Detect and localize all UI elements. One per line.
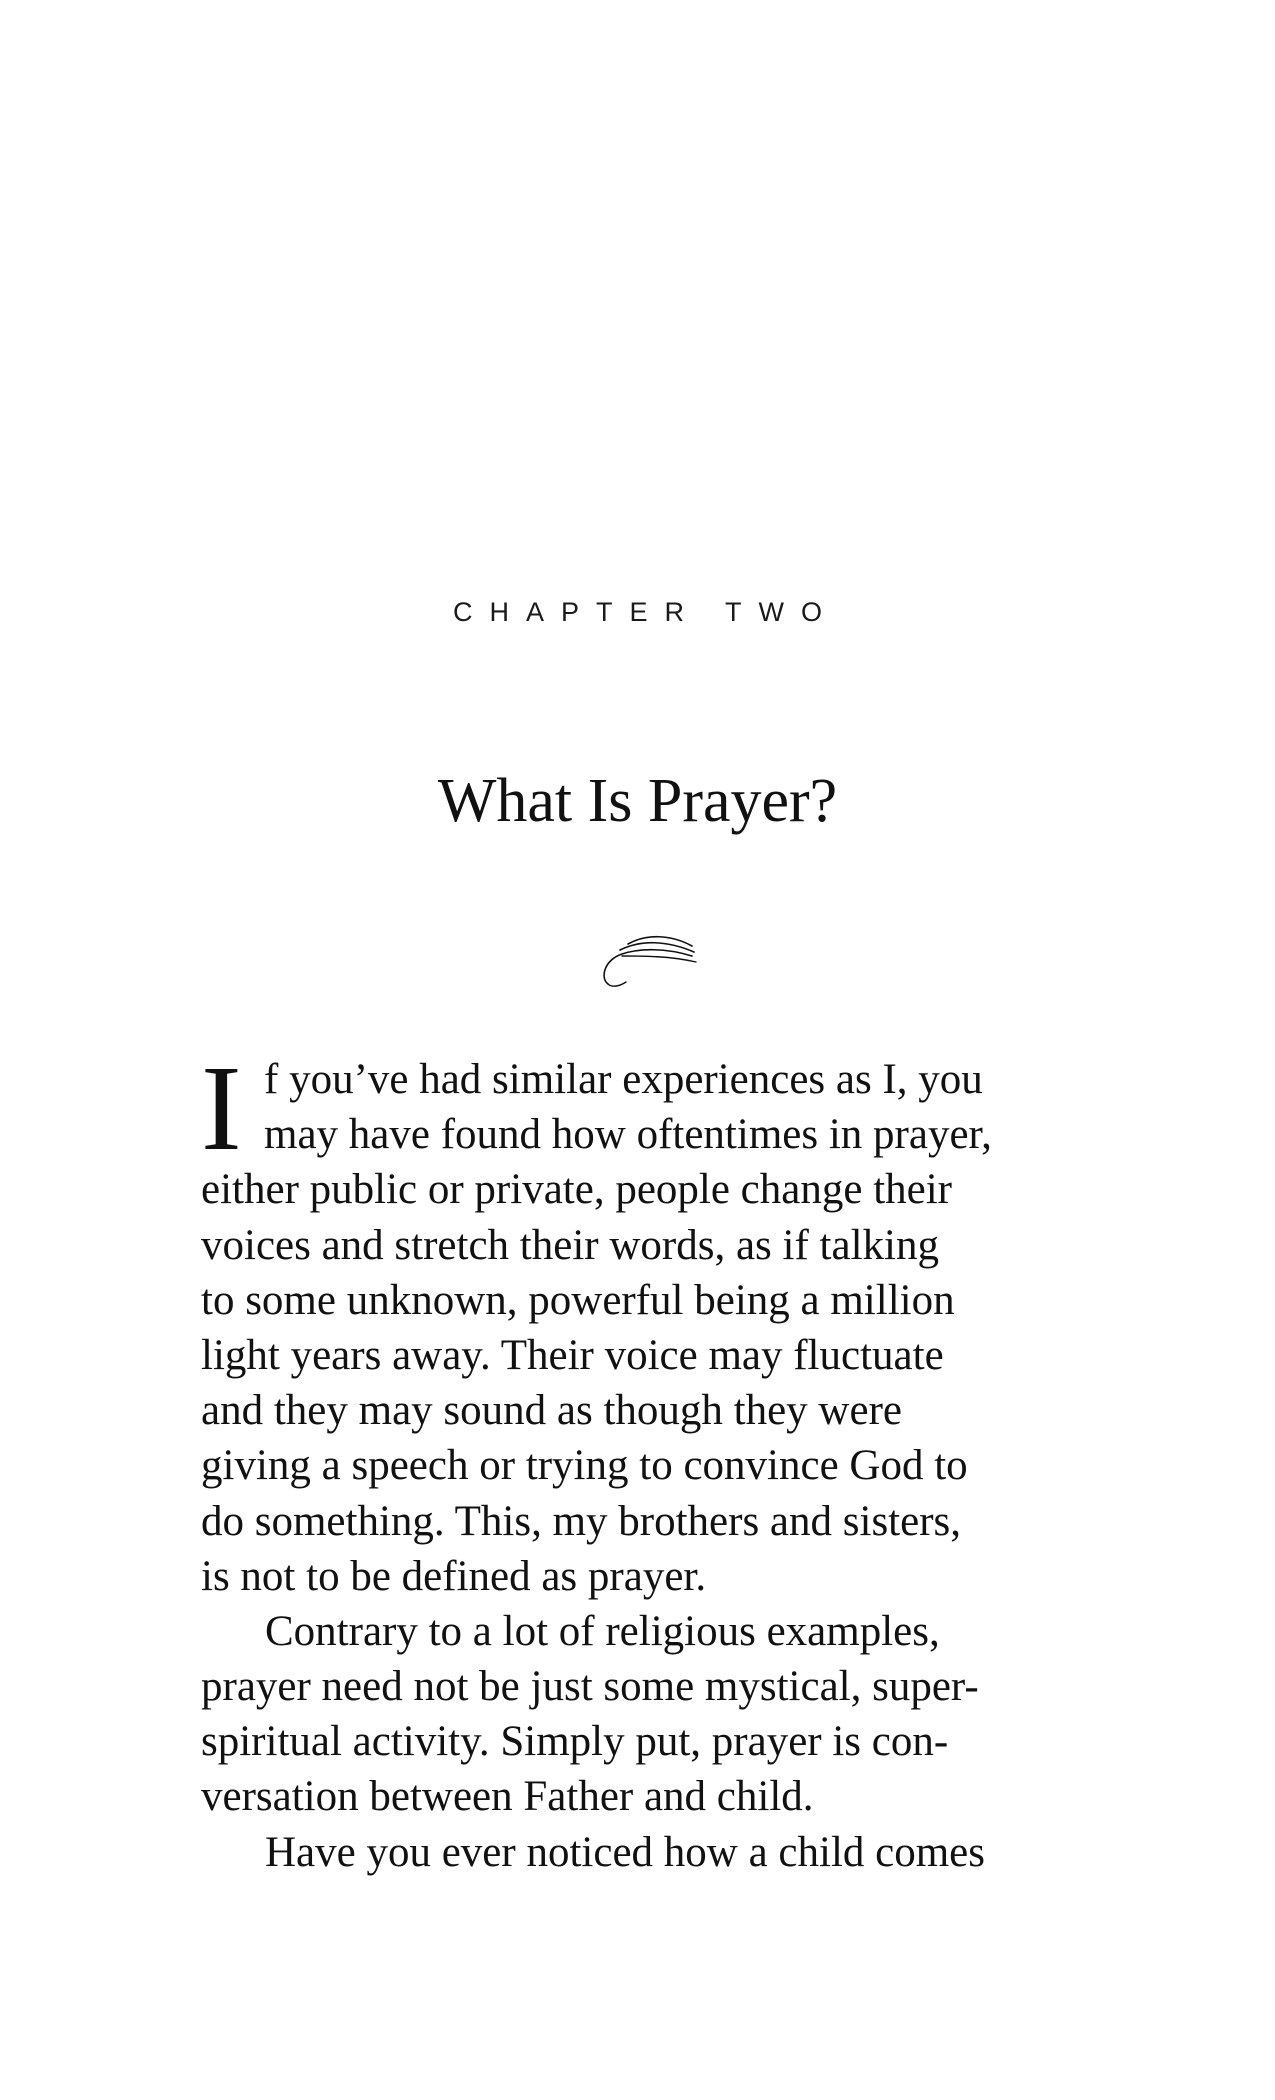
chapter-title: What Is Prayer? xyxy=(437,767,838,835)
body-line: giving a speech or trying to convince God to xyxy=(201,1442,968,1490)
body-line: spiritual activity. Simply put, prayer is con- xyxy=(201,1718,949,1766)
body-line: either public or private, people change their xyxy=(201,1166,952,1214)
body-line: light years away. Their voice may fluctuate xyxy=(201,1331,944,1379)
body-line: prayer need not be just some mystical, super- xyxy=(201,1663,979,1711)
body-line: may have found how oftentimes in prayer, xyxy=(264,1111,992,1159)
body-line: voices and stretch their words, as if talking xyxy=(201,1221,939,1269)
body-line: Have you ever noticed how a child comes xyxy=(265,1828,985,1876)
drop-cap: I xyxy=(201,1041,242,1176)
body-line: to some unknown, powerful being a million xyxy=(201,1276,955,1324)
chapter-body xyxy=(201,1041,1111,1880)
body-line: f you’ve had similar experiences as I, you xyxy=(264,1056,983,1103)
chapter-label: CHAPTER TWO xyxy=(452,597,839,627)
body-line: Contrary to a lot of religious examples, xyxy=(265,1607,940,1655)
body-line: versation between Father and child. xyxy=(201,1773,814,1821)
body-line: and they may sound as though they were xyxy=(201,1387,902,1435)
body-line: do something. This, my brothers and sisters, xyxy=(201,1497,962,1545)
flourish-ornament-icon xyxy=(600,926,700,988)
body-line: is not to be defined as prayer. xyxy=(201,1552,707,1600)
